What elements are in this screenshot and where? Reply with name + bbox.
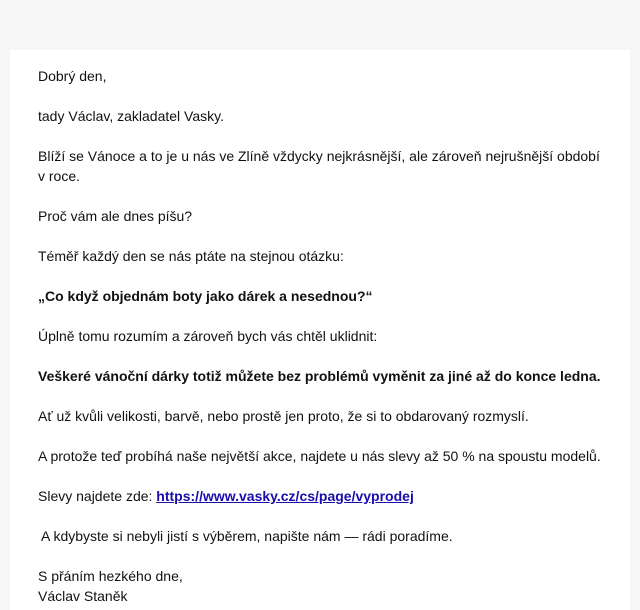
reasons-paragraph: Ať už kvůli velikosti, barvě, nebo prostě jen proto, že si to obdarovaný rozmyslí. (38, 408, 529, 424)
help-paragraph: A kdybyste si nebyli jistí s výběrem, napište nám — rádi poradíme. (41, 528, 453, 544)
why-paragraph: Proč vám ale dnes píšu? (38, 208, 193, 224)
email-body (38, 66, 606, 606)
sale-paragraph: A protože teď probíhá naše největší akce, najdete u nás slevy až 50 % na spoustu modelů. (38, 448, 601, 464)
sale-link-paragraph (38, 486, 606, 506)
sale-link-label: Slevy najdete zde: (38, 488, 153, 504)
closing-block (38, 566, 606, 606)
signature: Václav Staněk (38, 588, 128, 604)
intro-paragraph: tady Václav, zakladatel Vasky. (38, 108, 224, 124)
greeting: Dobrý den, (38, 68, 107, 84)
question-intro-paragraph: Téměř každý den se nás ptáte na stejnou otázku: (38, 248, 344, 264)
closing-line: S přáním hezkého dne, (38, 568, 183, 584)
sale-link[interactable]: https://www.vasky.cz/cs/page/vyprodej (156, 488, 414, 504)
email-card (10, 50, 630, 610)
question-paragraph: „Co když objednám boty jako dárek a nesednou?“ (38, 288, 373, 304)
exchange-paragraph: Veškeré vánoční dárky totiž můžete bez problémů vyměnit za jiné až do konce ledna. (38, 368, 601, 384)
understand-paragraph: Úplně tomu rozumím a zároveň bych vás chtěl uklidnit: (38, 328, 378, 344)
season-paragraph: Blíží se Vánoce a to je u nás ve Zlíně vždycky nejkrásnější, ale zároveň nejrušnější období v roce. (38, 148, 600, 184)
